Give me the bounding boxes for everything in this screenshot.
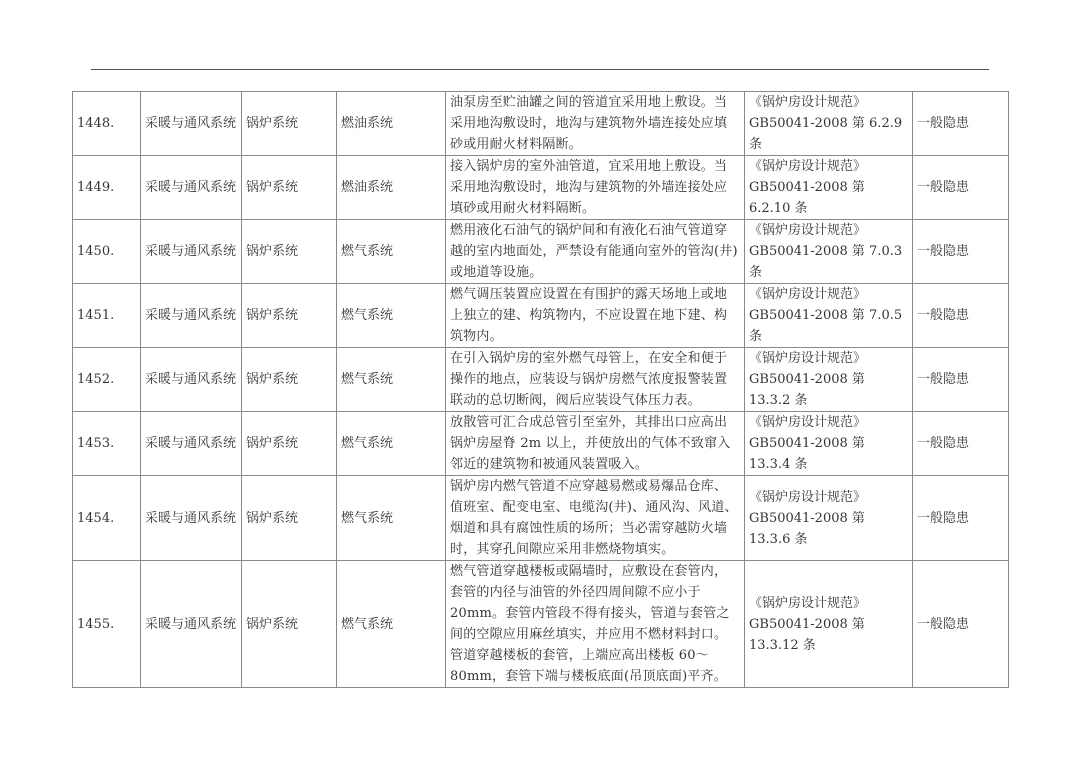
- system-cell: 锅炉系统: [242, 476, 337, 561]
- table-row: [73, 92, 1009, 156]
- subsystem-cell: 燃气系统: [337, 348, 446, 412]
- description-cell: 在引入锅炉房的室外燃气母管上，在安全和便于操作的地点，应装设与锅炉房燃气浓度报警装置联动的总切断阀，阀后应装设气体压力表。: [446, 348, 745, 412]
- hazard-table: [72, 91, 1009, 688]
- row-number: 1453.: [73, 412, 141, 476]
- system-cell: 锅炉系统: [242, 284, 337, 348]
- level-cell: 一般隐患: [913, 220, 1009, 284]
- system-cell: 锅炉系统: [242, 92, 337, 156]
- subsystem-cell: 燃气系统: [337, 476, 446, 561]
- level-cell: 一般隐患: [913, 476, 1009, 561]
- subsystem-cell: 燃气系统: [337, 220, 446, 284]
- row-number: 1450.: [73, 220, 141, 284]
- category-cell: 采暖与通风系统: [141, 220, 242, 284]
- basis-cell: 《锅炉房设计规范》GB50041-2008 第 13.3.4 条: [745, 412, 913, 476]
- subsystem-cell: 燃油系统: [337, 92, 446, 156]
- system-cell: 锅炉系统: [242, 220, 337, 284]
- table-row: [73, 348, 1009, 412]
- basis-cell: 《锅炉房设计规范》GB50041-2008 第 7.0.5 条: [745, 284, 913, 348]
- category-cell: 采暖与通风系统: [141, 92, 242, 156]
- basis-cell: 《锅炉房设计规范》GB50041-2008 第 13.3.12 条: [745, 561, 913, 688]
- table-row: [73, 412, 1009, 476]
- system-cell: 锅炉系统: [242, 348, 337, 412]
- subsystem-cell: 燃气系统: [337, 412, 446, 476]
- description-cell: 放散管可汇合成总管引至室外，其排出口应高出锅炉房屋脊 2m 以上，并使放出的气体不致窜入邻近的建筑物和被通风装置吸入。: [446, 412, 745, 476]
- level-cell: 一般隐患: [913, 156, 1009, 220]
- row-number: 1454.: [73, 476, 141, 561]
- system-cell: 锅炉系统: [242, 561, 337, 688]
- table-row: [73, 156, 1009, 220]
- level-cell: 一般隐患: [913, 561, 1009, 688]
- level-cell: 一般隐患: [913, 284, 1009, 348]
- subsystem-cell: 燃油系统: [337, 156, 446, 220]
- basis-cell: 《锅炉房设计规范》GB50041-2008 第 13.3.6 条: [745, 476, 913, 561]
- table-row: [73, 561, 1009, 688]
- level-cell: 一般隐患: [913, 92, 1009, 156]
- system-cell: 锅炉系统: [242, 156, 337, 220]
- subsystem-cell: 燃气系统: [337, 561, 446, 688]
- table-row: [73, 476, 1009, 561]
- description-cell: 接入锅炉房的室外油管道，宜采用地上敷设。当采用地沟敷设时，地沟与建筑物的外墙连接处应填砂或用耐火材料隔断。: [446, 156, 745, 220]
- basis-cell: 《锅炉房设计规范》GB50041-2008 第 7.0.3 条: [745, 220, 913, 284]
- description-cell: 燃气调压装置应设置在有围护的露天场地上或地上独立的建、构筑物内，不应设置在地下建、构筑物内。: [446, 284, 745, 348]
- row-number: 1449.: [73, 156, 141, 220]
- category-cell: 采暖与通风系统: [141, 284, 242, 348]
- description-cell: 燃用液化石油气的锅炉间和有液化石油气管道穿越的室内地面处，严禁设有能通向室外的管沟(井)或地道等设施。: [446, 220, 745, 284]
- basis-cell: 《锅炉房设计规范》GB50041-2008 第 6.2.10 条: [745, 156, 913, 220]
- category-cell: 采暖与通风系统: [141, 348, 242, 412]
- basis-cell: 《锅炉房设计规范》GB50041-2008 第 13.3.2 条: [745, 348, 913, 412]
- table-row: [73, 220, 1009, 284]
- row-number: 1448.: [73, 92, 141, 156]
- basis-cell: 《锅炉房设计规范》GB50041-2008 第 6.2.9 条: [745, 92, 913, 156]
- category-cell: 采暖与通风系统: [141, 412, 242, 476]
- description-cell: 锅炉房内燃气管道不应穿越易燃或易爆品仓库、值班室、配变电室、电缆沟(井)、通风沟、风道、烟道和具有腐蚀性质的场所；当必需穿越防火墙时，其穿孔间隙应采用非燃烧物填实。: [446, 476, 745, 561]
- subsystem-cell: 燃气系统: [337, 284, 446, 348]
- category-cell: 采暖与通风系统: [141, 561, 242, 688]
- row-number: 1455.: [73, 561, 141, 688]
- table-row: [73, 284, 1009, 348]
- category-cell: 采暖与通风系统: [141, 476, 242, 561]
- system-cell: 锅炉系统: [242, 412, 337, 476]
- description-cell: 油泵房至贮油罐之间的管道宜采用地上敷设。当采用地沟敷设时，地沟与建筑物外墙连接处应填砂或用耐火材料隔断。: [446, 92, 745, 156]
- level-cell: 一般隐患: [913, 348, 1009, 412]
- description-cell: 燃气管道穿越楼板或隔墙时，应敷设在套管内，套管的内径与油管的外径四周间隙不应小于20mm。套管内管段不得有接头，管道与套管之间的空隙应用麻丝填实，并应用不燃材料封口。管道穿越楼板的套管，上端应高出楼板 60～80mm，套管下端与楼板底面(吊顶底面)平齐。: [446, 561, 745, 688]
- header-rule: [91, 69, 989, 70]
- category-cell: 采暖与通风系统: [141, 156, 242, 220]
- row-number: 1451.: [73, 284, 141, 348]
- level-cell: 一般隐患: [913, 412, 1009, 476]
- row-number: 1452.: [73, 348, 141, 412]
